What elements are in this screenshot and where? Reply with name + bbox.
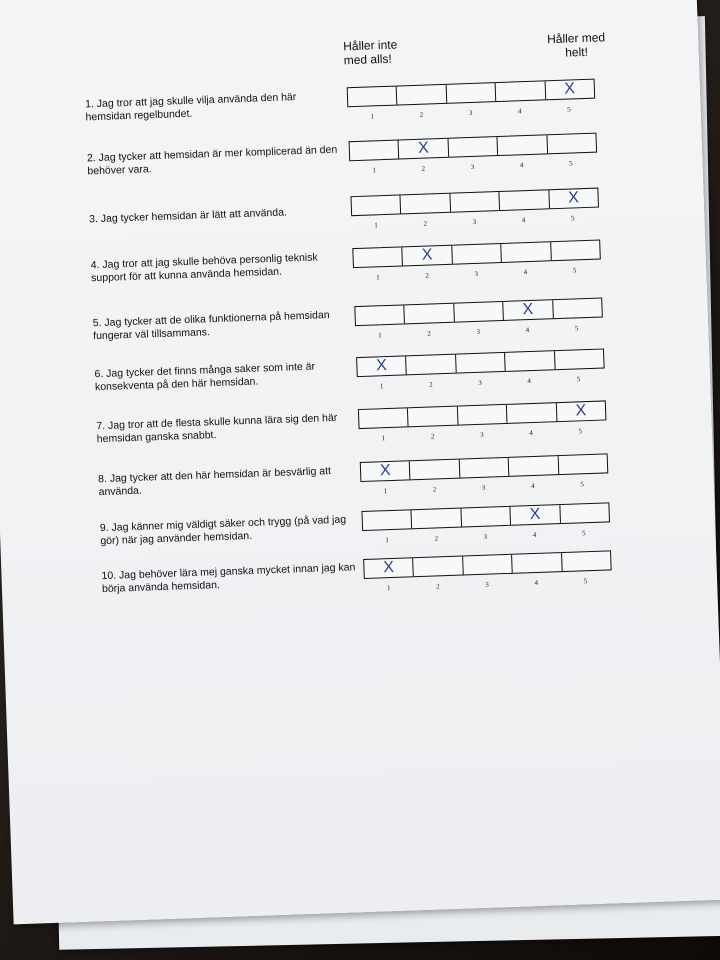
scale-number: 3 [481,483,486,492]
rating-box-2[interactable] [406,355,456,375]
scale-number: 4 [521,216,526,225]
rating-box-3[interactable] [446,83,496,103]
scale-number: 1 [381,434,386,443]
question-text: 10. Jag behöver lära mej ganska mycket innan jag kan börja använda hemsidan. [101,561,356,595]
checkmark-x: X [383,558,395,577]
checkmark-x: X [421,246,433,264]
rating-box-2[interactable] [401,194,451,214]
rating-box-5[interactable] [545,80,594,100]
scale-number: 3 [476,327,481,336]
question-text: 6. Jag tycker det finns många saker som inte är konsekventa på den här hemsidan. [94,360,316,393]
rating-box-5[interactable] [555,349,604,369]
scale-number: 1 [379,382,384,391]
rating-box-1[interactable] [357,356,407,376]
rating-box-4[interactable] [496,81,546,101]
rating-box-3[interactable] [452,244,502,264]
scale-numbers [353,266,599,283]
scale-number: 3 [479,430,484,439]
scale-number: 5 [576,375,581,384]
scale-number: 3 [485,580,489,589]
scale-number: 2 [423,219,428,228]
rating-scale [354,297,603,326]
scale-numbers [357,375,603,392]
scale-number: 2 [436,582,440,591]
scale-number: 4 [527,377,532,386]
scale-number: 5 [578,427,583,436]
scale-number: 4 [529,428,533,438]
rating-box-2[interactable] [414,557,464,577]
rating-scale [363,550,612,579]
scale-number: 5 [574,324,579,333]
rating-box-1[interactable] [362,510,412,530]
scale-number: 5 [580,480,584,489]
rating-scale [349,133,598,162]
scale-number: 5 [583,577,588,586]
rating-box-1[interactable] [350,140,400,160]
scale-number: 2 [419,110,424,119]
rating-box-3[interactable] [454,302,504,322]
checkmark-x: X [375,357,388,375]
rating-scale [361,502,610,531]
scale-number: 3 [470,162,475,171]
checkmark-x: X [522,300,534,319]
scale-number: 5 [581,529,586,538]
scale-number: 2 [425,271,429,280]
question-text: 5. Jag tycker att de olika funktionerna på hemsidan fungerar väl tillsammans. [92,309,330,342]
rating-box-5[interactable] [549,189,598,209]
rating-box-1[interactable] [364,558,414,578]
checkmark-x: X [575,402,587,420]
scale-number: 3 [483,532,488,541]
rating-box-4[interactable] [512,553,562,573]
rating-scale [350,188,599,217]
scale-number: 4 [531,481,535,491]
rating-box-5[interactable] [556,401,605,421]
scale-label-agree: Håller med helt! [546,30,606,60]
rating-box-2[interactable] [397,85,447,105]
rating-scale [347,79,596,108]
scale-numbers [348,105,594,122]
scale-number: 5 [568,159,573,168]
scale-number: 3 [478,378,482,387]
rating-box-5[interactable] [562,551,611,571]
scale-number: 3 [472,217,477,226]
question-text: 1. Jag tror att jag skulle vilja använda den här hemsidan regelbundet. [84,91,297,123]
rating-box-2[interactable] [405,304,455,324]
scale-number: 2 [421,164,426,173]
rating-box-4[interactable] [505,351,555,371]
question-text: 7. Jag tror att de flesta skulle kunna lära sig den här hemsidan ganska snabbt. [96,411,338,445]
scale-number: 5 [567,105,571,114]
checkmark-x: X [417,139,430,157]
scale-number: 1 [385,536,389,545]
scale-number: 2 [428,380,433,389]
rating-box-2[interactable] [403,246,453,266]
scale-number: 1 [383,487,388,496]
rating-box-4[interactable] [501,242,551,262]
checkmark-x: X [529,505,541,524]
scale-numbers [351,214,597,231]
scale-number: 2 [427,329,431,338]
rating-box-3[interactable] [458,405,508,425]
rating-box-3[interactable] [463,555,513,575]
scale-number: 1 [378,331,382,340]
scale-number: 5 [572,266,577,275]
scale-numbers [359,426,605,443]
question-text: 3. Jag tycker hemsidan är lätt att använda. [88,206,288,226]
scale-number: 1 [372,166,377,175]
rating-box-4[interactable] [509,456,559,476]
rating-box-1[interactable] [361,461,411,481]
rating-box-5[interactable] [560,503,609,523]
rating-scale [352,240,601,269]
scale-number: 4 [523,268,528,277]
scale-number: 4 [519,161,524,170]
scale-number: 2 [430,432,435,441]
rating-box-2[interactable] [408,407,458,427]
rating-box-3[interactable] [461,507,511,527]
scale-number: 1 [370,112,375,121]
scale-numbers [355,324,601,341]
rating-box-1[interactable] [353,247,403,267]
rating-box-2[interactable] [410,460,460,480]
rating-box-4[interactable] [500,190,550,210]
scale-numbers [361,479,607,496]
rating-box-2[interactable] [412,509,462,529]
question-text: 9. Jag känner mig väldigt säker och trygg (på vad jag gör) när jag använder hemsidan. [99,513,347,547]
rating-box-5[interactable] [547,134,596,154]
scale-number: 2 [432,485,437,494]
rating-box-1[interactable] [355,305,405,325]
scale-number: 4 [525,326,530,335]
rating-box-3[interactable] [456,353,506,373]
scale-numbers [349,159,595,176]
rating-box-3[interactable] [448,137,498,157]
rating-box-4[interactable] [511,505,561,525]
rating-box-5[interactable] [551,241,600,261]
scale-number: 4 [517,107,522,116]
scale-number: 3 [468,108,473,118]
question-text: 8. Jag tycker att den här hemsidan är besvärlig att använda. [97,465,332,498]
scale-number: 5 [570,214,575,223]
rating-box-4[interactable] [503,300,553,320]
rating-box-3[interactable] [450,192,500,212]
scale-numbers [362,528,608,545]
scale-number: 4 [532,530,537,540]
rating-box-4[interactable] [498,135,548,155]
question-text: 4. Jag tror att jag skulle behöva personlig teknisk support för att kunna använda hemsidan. [90,251,318,284]
checkmark-x: X [379,461,391,480]
scale-number: 3 [474,269,479,278]
rating-box-2[interactable] [399,139,449,159]
checkmark-x: X [564,80,576,98]
rating-box-1[interactable] [348,87,398,107]
checkmark-x: X [567,189,580,207]
rating-box-1[interactable] [352,195,402,215]
question-text: 2. Jag tycker att hemsidan är mer komplicerad än den behöver vara. [86,143,338,177]
scale-number: 4 [534,578,539,588]
rating-scale [358,400,607,429]
rating-scale [356,348,605,377]
rating-box-4[interactable] [507,403,557,423]
scale-numbers [364,576,610,593]
rating-box-5[interactable] [558,454,607,474]
scale-number: 1 [376,273,380,282]
scale-number: 1 [386,584,391,593]
rating-scale [360,453,609,482]
scale-number: 1 [374,221,378,230]
rating-box-5[interactable] [553,299,602,319]
scale-label-disagree: Håller inte med alls! [342,37,398,68]
rating-box-3[interactable] [460,458,510,478]
scale-number: 2 [434,534,439,543]
rating-box-1[interactable] [359,408,409,428]
